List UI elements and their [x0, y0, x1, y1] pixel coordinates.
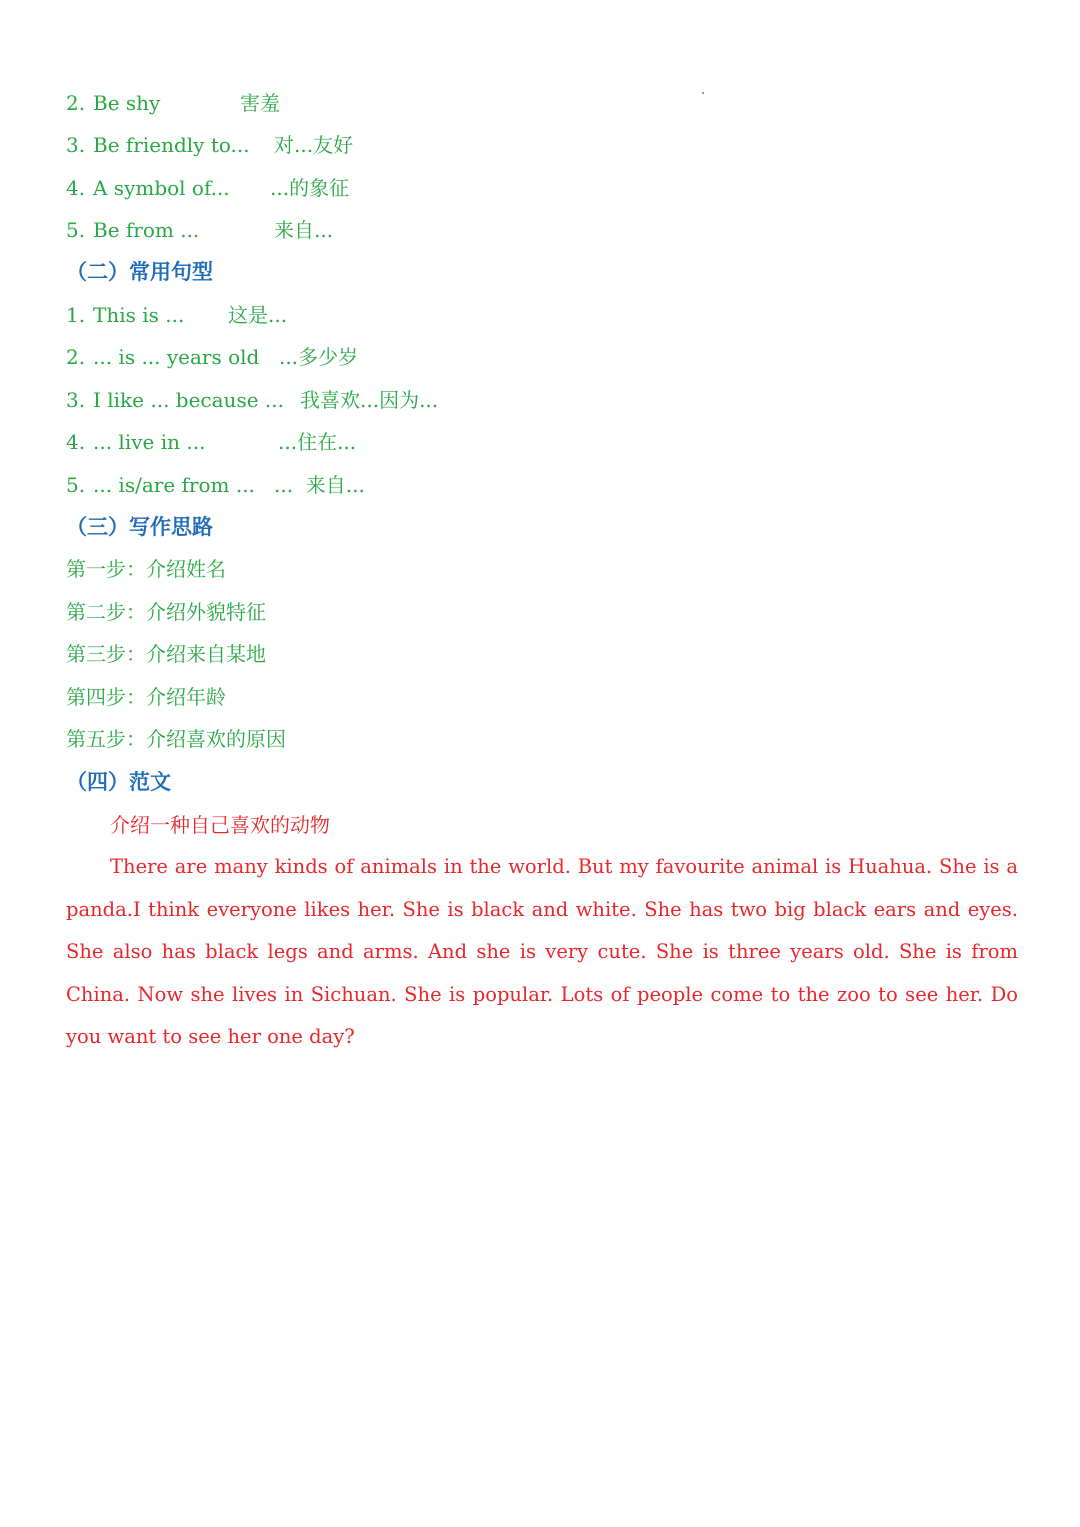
phrase-chinese: 来自...: [274, 218, 334, 242]
phrase-chinese: 害羞: [240, 91, 280, 115]
phrase-item: 2. Be shy 害羞: [66, 86, 160, 120]
writing-step: 第五步：介绍喜欢的原因: [66, 727, 286, 751]
pattern-english: ... is/are from ...: [93, 473, 255, 497]
phrase-item: 5. Be from ... 来自...: [66, 213, 199, 247]
phrase-item: 3. Be friendly to... 对...友好: [66, 128, 250, 162]
pattern-english: ... is ... years old: [93, 345, 260, 369]
pattern-chinese: 这是...: [228, 303, 288, 327]
writing-step: 第三步：介绍来自某地: [66, 642, 266, 666]
pattern-chinese: ...多少岁: [279, 345, 359, 369]
section-heading-writing-approach: （三）写作思路: [66, 515, 213, 539]
phrase-english: A symbol of...: [93, 176, 230, 200]
pattern-english: This is ...: [93, 303, 185, 327]
pattern-chinese: ...住在...: [278, 430, 357, 454]
essay-title: 介绍一种自己喜欢的动物: [110, 813, 330, 837]
sentence-pattern-item: 1. This is ... 这是...: [66, 298, 184, 332]
phrase-chinese: 对...友好: [274, 133, 354, 157]
writing-step: 第二步：介绍外貌特征: [66, 600, 266, 624]
stray-dot: [702, 92, 704, 94]
essay-body: There are many kinds of animals in the world. But my favourite animal is Huahua. She is a panda.I think everyone likes her. She is black and white. She has two big black ears and eyes. She also has black legs and arms. And she is very cute. She is three years old. She is from China. Now she lives in Sichuan. She is popular. Lots of people come to the zoo to see her. Do you want to see her one day?: [66, 855, 1018, 1049]
writing-step: 第一步：介绍姓名: [66, 557, 226, 581]
section-heading-model-essay: （四）范文: [66, 770, 171, 794]
pattern-english: ... live in ...: [93, 430, 206, 454]
writing-step: 第四步：介绍年龄: [66, 685, 226, 709]
phrase-english: Be shy: [93, 91, 161, 115]
phrase-chinese: ...的象征: [270, 176, 350, 200]
pattern-chinese: ... 来自...: [274, 473, 365, 497]
pattern-chinese: 我喜欢...因为...: [300, 388, 439, 412]
sentence-pattern-item: 3. I like ... because ... 我喜欢...因为...: [66, 383, 284, 417]
pattern-english: I like ... because ...: [93, 388, 284, 412]
sentence-pattern-item: 4. ... live in ... ...住在...: [66, 425, 205, 459]
sentence-pattern-item: 5. ... is/are from ... ... 来自...: [66, 468, 255, 502]
phrase-item: 4. A symbol of... ...的象征: [66, 171, 230, 205]
phrase-english: Be from ...: [93, 218, 200, 242]
sentence-pattern-item: 2. ... is ... years old ...多少岁: [66, 340, 259, 374]
section-heading-sentence-patterns: （二）常用句型: [66, 260, 213, 284]
phrase-english: Be friendly to...: [93, 133, 250, 157]
